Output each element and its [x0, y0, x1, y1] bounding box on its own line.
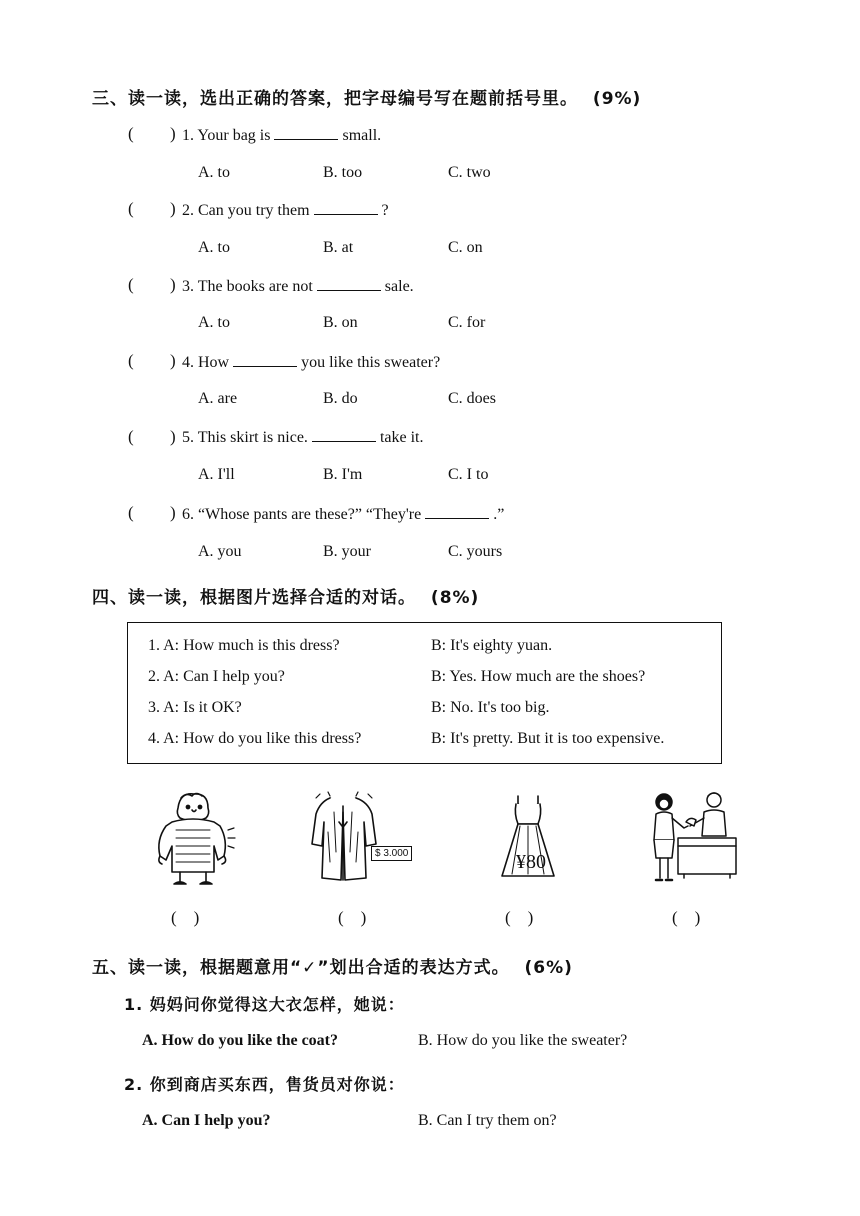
question-stem: [182, 427, 423, 447]
dialog-3-a: 3. A: Is it OK?: [148, 699, 242, 716]
answer-paren-close: ): [170, 124, 176, 143]
question-text-before: The books are not: [197, 278, 313, 295]
option-b: B. on: [323, 314, 358, 331]
answer-blank[interactable]: [274, 125, 338, 140]
answer-paren-open: (: [128, 427, 134, 446]
question-text-before: Your bag is: [197, 127, 271, 144]
section5-item-1-prompt: 1. 妈妈问你觉得这大衣怎样，她说：: [124, 995, 405, 1014]
question-number: 6.: [182, 506, 194, 523]
question-text-before: “Whose pants are these?” “They're: [198, 506, 422, 523]
dialog-2-a: 2. A: Can I help you?: [148, 668, 285, 685]
question-stem: [182, 125, 381, 145]
option-b: B. your: [323, 543, 371, 560]
question-stem: [182, 504, 504, 524]
coat-picture: [308, 792, 378, 884]
price-tag: [371, 846, 412, 861]
question-text-before: This skirt is nice.: [197, 429, 308, 446]
question-stem: [182, 276, 414, 296]
dress-price: ¥80: [516, 851, 546, 873]
dialog-1-b: B: It's eighty yuan.: [431, 637, 553, 654]
question-text-after: .”: [493, 506, 505, 523]
answer-paren-open: (: [128, 351, 134, 370]
question-text-after: small.: [342, 127, 382, 144]
section5-item-2-prompt: 2. 你到商店买东西，售货员对你说：: [124, 1075, 405, 1094]
option-a: A. you: [198, 543, 242, 560]
dialog-3-b: B: No. It's too big.: [431, 699, 550, 716]
question-number: 2.: [182, 202, 194, 219]
section4-score: (8%): [430, 588, 480, 608]
section4-title: [92, 583, 479, 608]
shop-counter-picture: [648, 788, 738, 884]
question-text-after: you like this sweater?: [301, 354, 441, 371]
answer-paren-open: (: [128, 199, 134, 218]
option-a: A. are: [198, 390, 238, 407]
option-b: B. at: [323, 239, 354, 256]
question-text-after: ?: [381, 202, 389, 219]
picture-3-answer[interactable]: ( ): [505, 908, 534, 927]
dialog-4-a: 4. A: How do you like this dress?: [148, 730, 362, 747]
question-number: 4.: [182, 354, 194, 371]
answer-paren-close: ): [170, 275, 176, 294]
question-text-after: sale.: [384, 278, 414, 295]
option-a: A. to: [198, 314, 230, 331]
section5-title-text: 五、读一读，根据题意用“✓”划出合适的表达方式。: [92, 958, 510, 978]
section5-item-2-option-a[interactable]: A. Can I help you?: [142, 1112, 271, 1129]
option-c: C. does: [448, 390, 496, 407]
picture-2-answer[interactable]: ( ): [338, 908, 367, 927]
section3-title: [92, 84, 641, 109]
answer-blank[interactable]: [314, 200, 378, 215]
dialog-4-b: B: It's pretty. But it is too expensive.: [431, 730, 665, 747]
option-a: A. to: [198, 164, 230, 181]
option-a: A. to: [198, 239, 230, 256]
section5-item-1-option-b[interactable]: B. How do you like the sweater?: [418, 1032, 628, 1049]
boy-sweater-picture: [148, 790, 238, 890]
answer-blank[interactable]: [317, 276, 381, 291]
question-text-after: take it.: [379, 429, 424, 446]
question-text-before: How: [198, 354, 230, 371]
section3-title-text: 三、读一读，选出正确的答案，把字母编号写在题前括号里。: [92, 89, 578, 109]
picture-4-answer[interactable]: ( ): [672, 908, 701, 927]
section5-score: (6%): [524, 958, 573, 978]
answer-paren-close: ): [170, 351, 176, 370]
answer-blank[interactable]: [233, 352, 297, 367]
option-a: A. I'll: [198, 466, 235, 483]
answer-paren-close: ): [170, 503, 176, 522]
section5-item-2-option-b[interactable]: B. Can I try them on?: [418, 1112, 557, 1129]
option-c: C. for: [448, 314, 486, 331]
answer-paren-open: (: [128, 503, 134, 522]
dialog-box: [127, 622, 722, 764]
question-number: 5.: [182, 429, 194, 446]
answer-paren-open: (: [128, 124, 134, 143]
answer-blank[interactable]: [312, 427, 376, 442]
dialog-2-b: B: Yes. How much are the shoes?: [431, 668, 646, 685]
section5-item-1-option-a[interactable]: A. How do you like the coat?: [142, 1032, 338, 1049]
answer-blank[interactable]: [425, 504, 489, 519]
section3-score: (9%): [592, 89, 642, 109]
question-text-before: Can you try them: [198, 202, 310, 219]
answer-paren-close: ): [170, 427, 176, 446]
option-c: C. on: [448, 239, 483, 256]
option-b: B. do: [323, 390, 358, 407]
answer-paren-close: ): [170, 199, 176, 218]
option-b: B. I'm: [323, 466, 363, 483]
option-b: B. too: [323, 164, 363, 181]
section4-title-text: 四、读一读，根据图片选择合适的对话。: [92, 588, 416, 608]
question-stem: [182, 352, 440, 372]
answer-paren-open: (: [128, 275, 134, 294]
dialog-1-a: 1. A: How much is this dress?: [148, 637, 340, 654]
price-tag-text: $ 3.000: [375, 848, 409, 859]
question-stem: [182, 200, 389, 220]
option-c: C. I to: [448, 466, 489, 483]
section5-title: [92, 953, 573, 978]
option-c: C. two: [448, 164, 491, 181]
question-number: 1.: [182, 127, 194, 144]
question-number: 3.: [182, 278, 194, 295]
option-c: C. yours: [448, 543, 503, 560]
picture-1-answer[interactable]: ( ): [171, 908, 200, 927]
